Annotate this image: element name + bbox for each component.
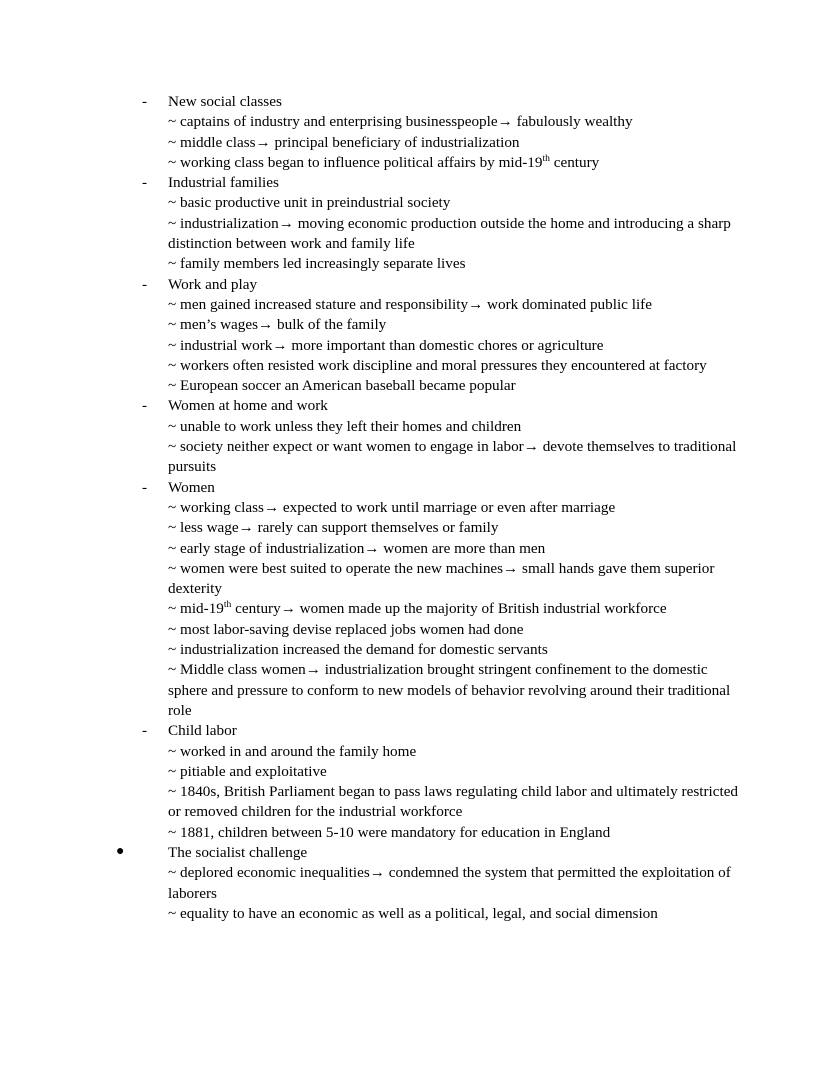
sub-item: [80, 315, 748, 335]
outline-heading: Industrial families: [168, 174, 279, 192]
sub-item: [80, 498, 748, 518]
dash-bullet-icon: -: [142, 174, 148, 192]
superscript-th: th: [223, 599, 232, 611]
outline-heading: Work and play: [168, 275, 258, 293]
sub-item-text: ~ middle class→ principal beneficiary of industrialization: [168, 133, 520, 151]
sub-item-text: ~ unable to work unless they left their homes and children: [168, 417, 522, 435]
sub-item: [80, 295, 748, 315]
sub-item-text: ~ deplored economic inequalities→ condemned the system that permitted the exploitation of laborers: [168, 864, 731, 902]
outline-item: [80, 92, 748, 112]
sub-item: [80, 539, 748, 559]
sub-item-text: ~ industrialization→ moving economic production outside the home and introducing a sharp distinction between work and family life: [168, 214, 731, 253]
sub-item: [80, 599, 748, 619]
sub-item-text: ~ less wage→ rarely can support themselves or family: [168, 519, 499, 537]
dot-bullet-icon: ●: [116, 843, 125, 859]
sub-item-text: ~ early stage of industrialization→ women are more than men: [168, 539, 546, 557]
outline-item: [80, 396, 748, 416]
sub-item-text: ~ pitiable and exploitative: [168, 762, 327, 780]
sub-item-text: ~ industrialization increased the demand for domestic servants: [168, 641, 548, 659]
sub-item: [80, 640, 748, 660]
sub-item-text: ~ working class→ expected to work until marriage or even after marriage: [168, 498, 616, 516]
sub-item: [80, 762, 748, 782]
outline-item: [80, 275, 748, 295]
sub-item: [80, 904, 748, 924]
sub-item: [80, 112, 748, 132]
sub-item: [80, 214, 748, 255]
sub-item-text-suffix: century→ women made up the majority of British industrial workforce: [231, 600, 667, 618]
outline-item: [80, 173, 748, 193]
sub-item: [80, 863, 748, 904]
sub-item-text: ~ family members led increasingly separate lives: [168, 255, 466, 273]
sub-item-text-superscript: [168, 153, 748, 173]
sub-item-text: ~ Middle class women→ industrialization brought stringent confinement to the domestic sphere and pressure to conform to new models of behavior revolving around their traditional role: [168, 661, 731, 719]
sub-item-text-prefix: ~ mid-19: [168, 600, 224, 618]
sub-item-text: ~ women were best suited to operate the new machines→ small hands gave them superior dexterity: [168, 559, 715, 598]
sub-item: [80, 193, 748, 213]
sub-item: [80, 417, 748, 437]
outline-heading: Child labor: [168, 722, 237, 740]
sub-item: [80, 518, 748, 538]
sub-item-text-superscript: [168, 599, 748, 619]
sub-item: [80, 133, 748, 153]
sub-item-text: ~ workers often resisted work discipline and moral pressures they encountered at factory: [168, 356, 707, 374]
sub-item-text: ~ European soccer an American baseball became popular: [168, 377, 516, 395]
sub-item-text: ~ men’s wages→ bulk of the family: [168, 316, 387, 334]
sub-item-text: ~ 1881, children between 5-10 were mandatory for education in England: [168, 823, 611, 841]
sub-item: [80, 620, 748, 640]
sub-item-text: ~ worked in and around the family home: [168, 742, 417, 760]
dash-bullet-icon: -: [142, 93, 148, 110]
outline-item: [80, 721, 748, 741]
document-body: [80, 92, 748, 924]
sub-item-text: ~ equality to have an economic as well as a political, legal, and social dimension: [168, 904, 658, 922]
outline-heading: New social classes: [168, 93, 282, 110]
sub-item: [80, 782, 748, 823]
sub-item: [80, 376, 748, 396]
dash-bullet-icon: -: [142, 275, 148, 293]
dash-bullet-icon: -: [142, 478, 148, 496]
sub-item: [80, 356, 748, 376]
sub-item-text: ~ 1840s, British Parliament began to pass laws regulating child labor and ultimately restricted or removed children for the industrial workforce: [168, 783, 739, 821]
sub-item-text: ~ industrial work→ more important than domestic chores or agriculture: [168, 336, 604, 354]
outline-heading: Women at home and work: [168, 397, 328, 415]
sub-item-text: ~ captains of industry and enterprising businesspeople→ fabulously wealthy: [168, 113, 633, 131]
sub-item-text: ~ society neither expect or want women to engage in labor→ devote themselves to traditional pursuits: [168, 438, 737, 476]
superscript-th: th: [542, 152, 550, 164]
outline-heading: Women: [168, 478, 215, 496]
sub-item: [80, 153, 748, 173]
outline-item: [80, 478, 748, 498]
outline-item: [80, 843, 748, 863]
sub-item: [80, 559, 748, 600]
sub-item-text-suffix: century: [549, 153, 600, 171]
sub-item: [80, 742, 748, 762]
dash-bullet-icon: -: [142, 397, 148, 415]
dash-bullet-icon: -: [142, 722, 148, 740]
sub-item-text: ~ most labor-saving devise replaced jobs women had done: [168, 620, 524, 638]
sub-item-text: ~ men gained increased stature and responsibility→ work dominated public life: [168, 295, 652, 313]
sub-item: [80, 660, 748, 721]
sub-item: [80, 254, 748, 274]
sub-item: [80, 336, 748, 356]
sub-item-text-prefix: ~ working class began to influence political affairs by mid-19: [168, 153, 543, 171]
sub-item: [80, 823, 748, 843]
sub-item: [80, 437, 748, 478]
outline-heading: The socialist challenge: [168, 843, 308, 861]
sub-item-text: ~ basic productive unit in preindustrial society: [168, 194, 451, 212]
